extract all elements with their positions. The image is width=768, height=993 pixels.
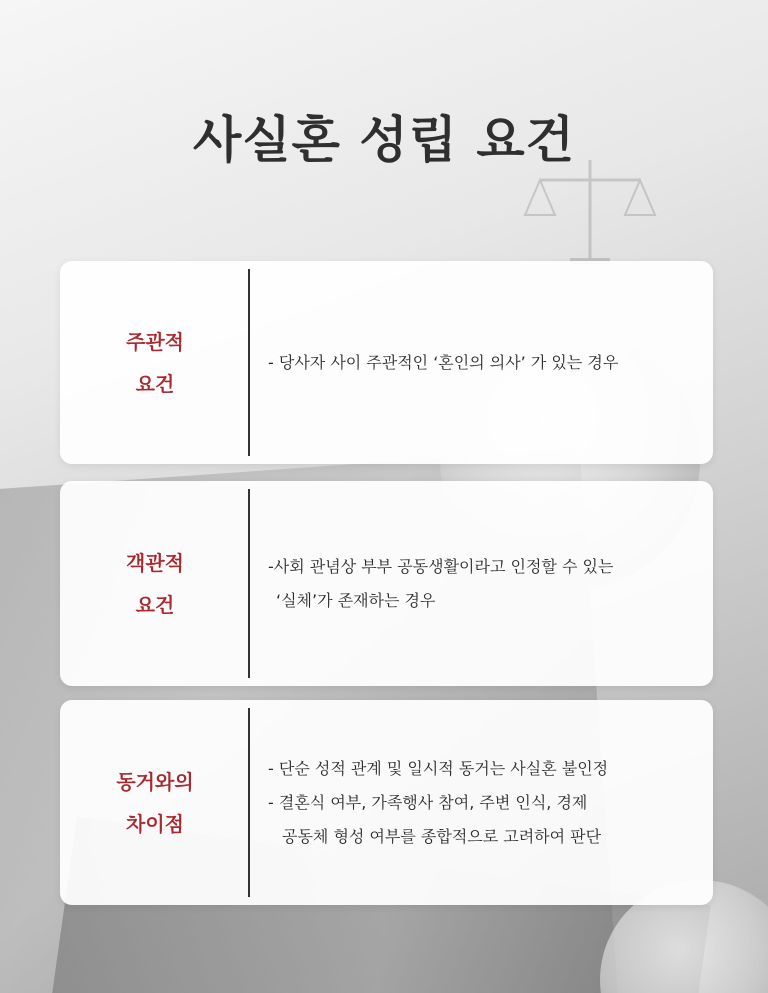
card-label-line: 요건	[135, 371, 175, 396]
card-label-line: 주관적	[126, 329, 184, 354]
card-label-line: 객관적	[126, 550, 184, 575]
card-label-line: 차이점	[126, 811, 184, 836]
difference-card-cohabitation	[60, 700, 713, 905]
requirement-card-objective	[60, 481, 713, 686]
card-description	[268, 700, 693, 905]
page-title: 사실혼 성립 요건	[193, 111, 575, 169]
requirement-card-subjective	[60, 261, 713, 464]
card-description	[268, 481, 693, 686]
card-label	[60, 700, 250, 905]
description-line: -사회 관념상 부부 공동생활이라고 인정할 수 있는	[268, 556, 614, 576]
description-line: - 당사자 사이 주관적인 ‘혼인의 의사’ 가 있는 경우	[268, 352, 619, 372]
card-label	[60, 481, 250, 686]
card-divider	[248, 489, 250, 678]
description-line: - 단순 성적 관계 및 일시적 동거는 사실혼 불인정	[268, 758, 609, 778]
card-label	[60, 261, 250, 464]
card-label-line: 요건	[135, 592, 175, 617]
card-divider	[248, 269, 250, 456]
card-description	[268, 261, 693, 464]
description-line: ‘실체’가 존재하는 경우	[276, 590, 436, 610]
description-line: - 결혼식 여부, 가족행사 참여, 주변 인식, 경제	[268, 792, 588, 812]
description-line: 공동체 형성 여부를 종합적으로 고려하여 판단	[282, 826, 602, 846]
card-divider	[248, 708, 250, 897]
card-label-line: 동거와의	[116, 769, 194, 794]
